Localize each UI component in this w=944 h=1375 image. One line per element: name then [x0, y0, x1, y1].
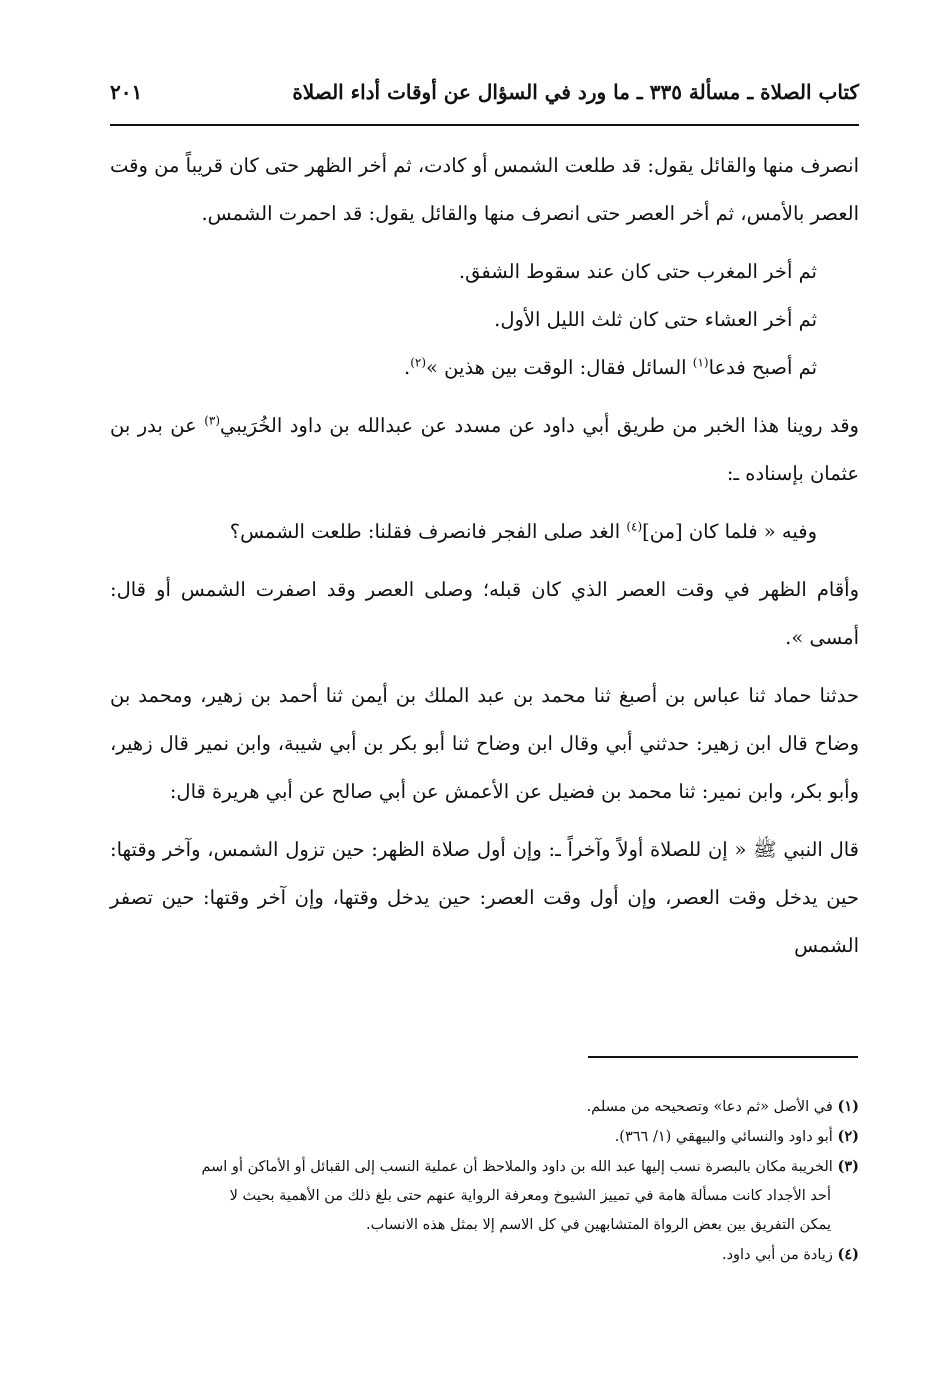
paragraph-2: ثم أخر المغرب حتى كان عند سقوط الشفق.	[458, 260, 817, 283]
footnote-4	[110, 1240, 859, 1270]
header-rule	[110, 124, 859, 126]
paragraph-6-part-b: الغد صلى الفجر فانصرف فقلنا: طلعت الشمس؟	[229, 520, 627, 543]
paragraph-1: انصرف منها والقائل يقول: قد طلعت الشمس أو كادت، ثم أخر الظهر حتى كان قريباً من وقت العصر بالأمس، ثم أخر العصر حتى انصرف منها والقائل يقول: قد احمرت الشمس.	[110, 154, 859, 225]
footnote-2-text: أبو داود والنسائي والبيهقي (١/ ٣٦٦).	[614, 1129, 833, 1145]
footnote-4-number: (٤)	[837, 1246, 859, 1263]
footnote-ref-2[interactable]: (٢)	[410, 355, 427, 370]
footnote-3-line-1: الخريبة مكان بالبصرة نسب إليها عبد الله بن داود والملاحظ أن عملية النسب إلى القبائل أو الأماكن أو اسم	[201, 1159, 833, 1175]
footnote-3-number: (٣)	[837, 1158, 859, 1175]
paragraph-9: قال النبي ﷺ « إن للصلاة أولاً وآخراً ـ: وإن أول صلاة الظهر: حين تزول الشمس، وآخر وقتها: حين يدخل وقت العصر، وإن أول وقت العصر: حين يدخل وقتها، وإن آخر وقتها: حين تصفر الشمس	[110, 838, 859, 957]
main-text	[110, 142, 859, 980]
paragraph-6	[110, 508, 859, 556]
footnote-1	[110, 1092, 859, 1122]
paragraph-3: ثم أخر العشاء حتى كان ثلث الليل الأول.	[494, 308, 817, 331]
footnote-ref-1[interactable]: (١)	[692, 355, 709, 370]
footnote-1-text: في الأصل «ثم دعا» وتصحيحه من مسلم.	[586, 1099, 833, 1115]
footnote-3	[110, 1152, 859, 1182]
paragraph-8: حدثنا حماد ثنا عباس بن أصبغ ثنا محمد بن عبد الملك بن أيمن ثنا أحمد بن زهير، ومحمد بن وضاح قال ابن زهير: حدثني أبي وقال ابن وضاح ثنا أبو بكر بن أبي شيبة، وابن نمير قال زهير، وأبو بكر، وابن نمير: ثنا محمد بن فضيل عن الأعمش عن أبي صالح عن أبي هريرة قال:	[110, 684, 859, 803]
footnote-3-continuation-2: يمكن التفريق بين بعض الرواة المتشابهين في كل الاسم إلا بمثل هذه الانساب.	[366, 1217, 831, 1233]
running-header	[110, 72, 859, 112]
footnote-4-text: زيادة من أبي داود.	[721, 1247, 833, 1263]
paragraph-7: وأقام الظهر في وقت العصر الذي كان قبله؛ وصلى العصر وقد اصفرت الشمس أو قال: أمسى ».	[110, 578, 859, 649]
footnote-rule	[588, 1056, 858, 1058]
paragraph-4	[110, 344, 859, 392]
paragraph-5	[110, 402, 859, 498]
footnote-2	[110, 1122, 859, 1152]
paragraph-5-part-b: عن بدر بن عثمان بإسناده ـ:	[110, 414, 859, 485]
header-title: كتاب الصلاة ـ مسألة ٣٣٥ ـ ما ورد في السؤال عن أوقات أداء الصلاة	[292, 80, 859, 104]
footnote-2-number: (٢)	[837, 1128, 859, 1145]
paragraph-6-part-a: وفيه « فلما كان [من]	[642, 520, 817, 543]
paragraph-4-part-b: السائل فقال: الوقت بين هذين »	[426, 356, 693, 379]
footnote-3-continuation-1: أحد الأجداد كانت مسألة هامة في تمييز الشيوخ ومعرفة الرواية عنهم حتى بلغ ذلك من الأهمية بحيث لا	[229, 1188, 831, 1204]
paragraph-5-part-a: وقد روينا هذا الخبر من طريق أبي داود عن مسدد عن عبدالله بن داود الخُرَيبي	[220, 414, 859, 437]
footnote-ref-4[interactable]: (٤)	[626, 519, 643, 534]
paragraph-4-part-c: .	[404, 356, 411, 379]
footnote-ref-3[interactable]: (٣)	[204, 413, 221, 428]
footnotes	[110, 1092, 859, 1270]
paragraph-4-part-a: ثم أصبح فدعا	[708, 356, 817, 379]
page-number: ٢٠١	[110, 80, 143, 104]
footnote-1-number: (١)	[837, 1098, 859, 1115]
